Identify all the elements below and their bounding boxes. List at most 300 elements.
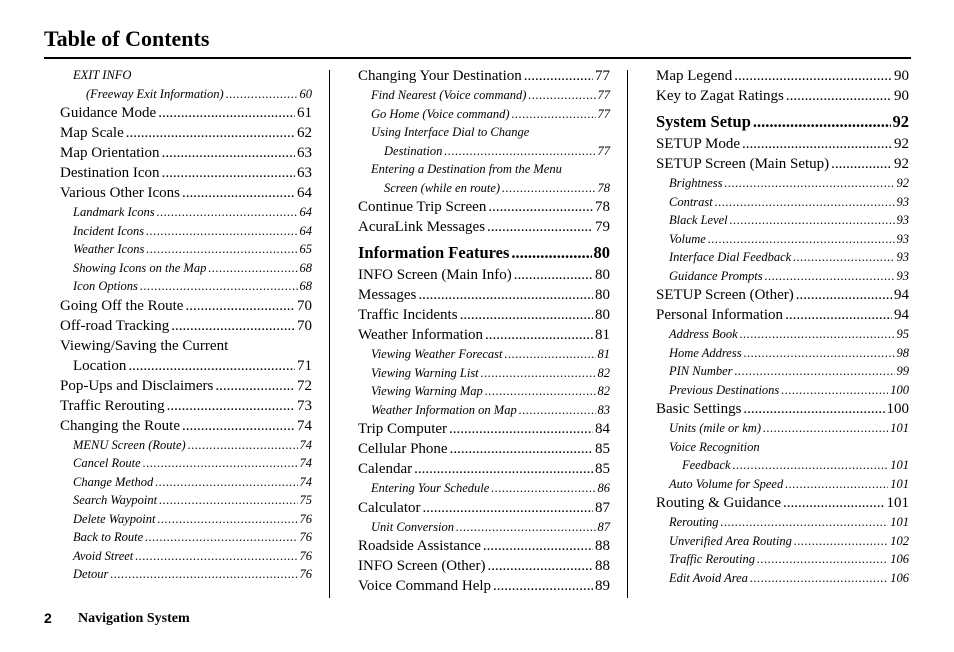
toc-page-number: 77: [595, 68, 610, 84]
toc-entry[interactable]: [358, 285, 610, 305]
dot-leader: [215, 376, 295, 396]
toc-entry-title: Brightness: [669, 176, 723, 190]
toc-page-number: 80: [595, 307, 610, 323]
toc-entry-title: Address Book: [669, 327, 738, 341]
toc-page-number: 62: [297, 125, 312, 141]
toc-entry-title: Search Waypoint: [73, 493, 158, 507]
dot-leader: [781, 381, 888, 400]
dot-leader: [155, 473, 297, 492]
toc-entry-title: Basic Settings: [656, 401, 742, 417]
toc-entry[interactable]: [358, 86, 610, 105]
dot-leader: [485, 382, 596, 401]
toc-page-number: 99: [896, 364, 909, 378]
footer-label: Navigation System: [78, 611, 190, 626]
toc-page-number: 94: [894, 307, 909, 323]
toc-entry-title: INFO Screen (Main Info): [358, 267, 512, 283]
dot-leader: [487, 217, 593, 237]
toc-entry-title: System Setup: [656, 112, 751, 131]
dot-leader: [414, 459, 593, 479]
toc-page-number: 100: [890, 382, 909, 397]
dot-leader: [110, 565, 297, 584]
toc-page-number: 82: [597, 365, 610, 380]
toc-entry-title: Edit Avoid Area: [669, 570, 748, 585]
dot-leader: [708, 230, 895, 249]
dot-leader: [743, 399, 884, 419]
toc-entry-title: Weather Information: [358, 327, 483, 343]
dot-leader: [140, 277, 298, 296]
toc-entry[interactable]: [358, 142, 610, 161]
toc-page-number: 71: [297, 357, 312, 374]
toc-entry[interactable]: [656, 419, 909, 438]
toc-entry[interactable]: [656, 399, 909, 419]
toc-entry[interactable]: [656, 267, 909, 286]
toc-entry[interactable]: [656, 66, 909, 86]
toc-entry[interactable]: [60, 356, 312, 376]
toc-entry[interactable]: [60, 183, 312, 203]
toc-entry-title: Back to Route: [73, 530, 144, 544]
toc-entry[interactable]: [656, 362, 909, 381]
toc-entry-title: Entering Your Schedule: [371, 481, 490, 495]
dot-leader: [162, 163, 295, 183]
title-rule: [44, 57, 911, 59]
toc-page-number: 100: [886, 401, 909, 417]
dot-leader: [493, 576, 593, 596]
toc-page-number: 102: [890, 533, 909, 548]
toc-page-number: 63: [297, 165, 312, 181]
toc-page-number: 101: [890, 421, 909, 435]
dot-leader: [750, 569, 888, 588]
toc-entry-title: Weather Information on Map: [371, 402, 517, 417]
toc-entry[interactable]: [60, 277, 312, 296]
toc-page-number: 93: [896, 213, 909, 227]
dot-leader: [162, 143, 295, 163]
toc-entry-label: [60, 336, 312, 356]
dot-leader: [143, 454, 298, 473]
dot-leader: [742, 134, 892, 154]
toc-page-number: 76: [299, 511, 312, 526]
toc-entry[interactable]: [358, 382, 610, 401]
toc-page-number: 84: [595, 421, 610, 437]
toc-page-number: 76: [299, 548, 312, 563]
toc-entry[interactable]: [60, 85, 312, 104]
dot-leader: [757, 550, 888, 569]
dot-leader: [765, 267, 895, 286]
toc-page-number: 89: [595, 578, 610, 594]
toc-entry[interactable]: [656, 305, 909, 325]
toc-entry[interactable]: [358, 66, 610, 86]
toc-entry[interactable]: [656, 285, 909, 305]
toc-entry-label: [358, 160, 610, 179]
toc-page-number: 76: [299, 530, 312, 544]
toc-page-number: 72: [297, 377, 312, 394]
toc-entry-title: Change Method: [73, 474, 154, 489]
toc-section-heading[interactable]: [656, 111, 909, 133]
toc-entry-title: Location: [73, 357, 127, 374]
toc-column-3: [656, 66, 909, 587]
dot-leader: [182, 183, 295, 203]
dot-leader: [793, 248, 894, 267]
toc-page-number: 93: [896, 268, 909, 283]
toc-entry[interactable]: [656, 550, 909, 569]
toc-entry[interactable]: [358, 439, 610, 459]
toc-entry-title: Destination: [384, 143, 443, 158]
toc-entry-label: [358, 123, 610, 142]
toc-entry[interactable]: [656, 532, 909, 551]
toc-page-number: 81: [595, 327, 610, 343]
toc-entry-title: MENU Screen (Route): [73, 437, 186, 452]
toc-entry-title: Using Interface Dial to Change: [371, 125, 530, 139]
toc-page-number: 87: [597, 519, 610, 534]
dot-leader: [491, 479, 595, 498]
toc-entry[interactable]: [60, 163, 312, 183]
toc-entry[interactable]: [358, 265, 610, 285]
dot-leader: [733, 456, 889, 475]
toc-page-number: 106: [890, 570, 909, 585]
toc-entry-title: Black Level: [669, 213, 728, 227]
toc-page-number: 77: [597, 143, 610, 158]
dot-leader: [504, 345, 595, 364]
dot-leader: [158, 103, 295, 123]
toc-page-number: 83: [597, 402, 610, 417]
toc-entry-title: Viewing Warning List: [371, 365, 479, 380]
toc-entry[interactable]: [656, 86, 909, 106]
toc-entry[interactable]: [60, 103, 312, 123]
toc-entry-title: Auto Volume for Speed: [669, 476, 784, 491]
toc-page-number: 90: [894, 68, 909, 84]
toc-entry[interactable]: [358, 419, 610, 439]
dot-leader: [715, 193, 895, 212]
toc-entry-title: Units (mile or km): [669, 421, 761, 435]
toc-entry-title: Key to Zagat Ratings: [656, 88, 784, 104]
toc-entry[interactable]: [60, 473, 312, 492]
toc-entry-title: Guidance Mode: [60, 105, 157, 121]
dot-leader: [171, 316, 295, 336]
column-divider: [329, 70, 330, 598]
toc-entry[interactable]: [656, 513, 909, 532]
toc-entry-title: Changing Your Destination: [358, 68, 522, 84]
toc-entry-title: Traffic Rerouting: [669, 552, 755, 566]
toc-entry[interactable]: [60, 376, 312, 396]
toc-entry[interactable]: [656, 493, 909, 513]
dot-leader: [794, 532, 888, 551]
toc-entry-title: SETUP Screen (Other): [656, 287, 794, 303]
toc-entry[interactable]: [656, 475, 909, 494]
toc-entry-title: Viewing Warning Map: [371, 384, 483, 398]
toc-page-number: 88: [595, 558, 610, 574]
toc-entry[interactable]: [60, 416, 312, 436]
toc-entry[interactable]: [60, 259, 312, 278]
toc-entry[interactable]: [60, 296, 312, 316]
toc-entry-title: Calendar: [358, 461, 413, 477]
toc-entry[interactable]: [60, 203, 312, 222]
dot-leader: [785, 305, 892, 325]
toc-page-number: 101: [890, 476, 909, 491]
toc-entry-title: Cellular Phone: [358, 441, 448, 457]
toc-entry-title: Going Off the Route: [60, 297, 184, 314]
toc-entry[interactable]: [656, 456, 909, 475]
toc-entry-title: Landmark Icons: [73, 205, 155, 219]
toc-page-number: 60: [299, 86, 312, 101]
toc-entry-title: Viewing Weather Forecast: [371, 347, 503, 361]
toc-entry-title: SETUP Mode: [656, 136, 741, 152]
toc-entry-title: Unverified Area Routing: [669, 533, 792, 548]
toc-page-number: 70: [297, 297, 312, 314]
toc-page-number: 87: [595, 499, 610, 516]
dot-leader: [744, 344, 895, 363]
dot-leader: [135, 547, 297, 566]
toc-entry[interactable]: [60, 528, 312, 547]
toc-entry-title: Map Legend: [656, 68, 733, 84]
toc-entry-title: INFO Screen (Other): [358, 558, 486, 574]
toc-entry[interactable]: [358, 576, 610, 596]
toc-entry[interactable]: [60, 565, 312, 584]
dot-leader: [735, 362, 895, 381]
toc-page-number: 92: [894, 136, 909, 152]
toc-entry-title: Unit Conversion: [371, 519, 454, 534]
toc-entry-title: Trip Computer: [358, 421, 448, 437]
toc-entry[interactable]: [358, 345, 610, 364]
toc-entry-title: Interface Dial Feedback: [669, 250, 792, 264]
toc-entry[interactable]: [656, 154, 909, 174]
toc-entry[interactable]: [656, 381, 909, 400]
dot-leader: [734, 66, 892, 86]
toc-entry-title: Viewing/Saving the Current: [60, 337, 229, 354]
toc-entry-title: Messages: [358, 287, 417, 303]
dot-leader: [763, 419, 888, 438]
column-divider: [627, 70, 628, 598]
toc-entry[interactable]: [358, 459, 610, 479]
toc-page-number: 81: [597, 347, 610, 361]
toc-entry-title: SETUP Screen (Main Setup): [656, 156, 830, 172]
dot-leader: [146, 240, 297, 259]
toc-page-number: 74: [299, 474, 312, 489]
toc-page-number: 76: [299, 567, 312, 581]
toc-entry-title: Entering a Destination from the Menu: [371, 162, 562, 176]
toc-entry-title: Go Home (Voice command): [371, 106, 510, 121]
toc-entry[interactable]: [656, 211, 909, 230]
dot-leader: [796, 285, 892, 305]
toc-entry[interactable]: [60, 491, 312, 510]
dot-leader: [514, 265, 593, 285]
toc-entry-title: Routing & Guidance: [656, 495, 781, 511]
toc-entry[interactable]: [358, 364, 610, 383]
toc-page-number: 61: [297, 105, 312, 121]
toc-entry[interactable]: [358, 197, 610, 217]
toc-page-number: 82: [597, 384, 610, 398]
toc-page-number: 73: [297, 397, 312, 414]
dot-leader: [730, 211, 895, 230]
toc-entry-title: Screen (while en route): [384, 180, 501, 195]
dot-leader: [208, 259, 297, 278]
toc-page-number: 93: [896, 231, 909, 246]
toc-page-number: 80: [595, 287, 610, 303]
toc-entry-title: Showing Icons on the Map: [73, 260, 207, 275]
dot-leader: [167, 396, 295, 416]
dot-leader: [128, 356, 295, 376]
toc-entry[interactable]: [60, 396, 312, 416]
toc-entry[interactable]: [60, 510, 312, 529]
toc-entry[interactable]: [358, 325, 610, 345]
dot-leader: [185, 296, 295, 316]
dot-leader: [126, 123, 295, 143]
dot-leader: [418, 285, 593, 305]
dot-leader: [449, 419, 593, 439]
toc-entry[interactable]: [60, 454, 312, 473]
toc-entry[interactable]: [60, 123, 312, 143]
toc-entry[interactable]: [60, 222, 312, 241]
toc-entry-title: Off-road Tracking: [60, 317, 170, 334]
toc-entry-title: Map Scale: [60, 125, 124, 141]
toc-entry-title: Contrast: [669, 194, 713, 209]
toc-entry-title: Guidance Prompts: [669, 268, 763, 283]
toc-entry[interactable]: [358, 479, 610, 498]
toc-entry[interactable]: [358, 179, 610, 198]
dot-leader: [511, 242, 591, 264]
toc-entry[interactable]: [60, 547, 312, 566]
toc-column-2: [358, 66, 610, 596]
toc-entry[interactable]: [358, 556, 610, 576]
toc-entry-title: Find Nearest (Voice command): [371, 88, 527, 102]
toc-page-number: 92: [894, 156, 909, 172]
dot-leader: [519, 401, 596, 420]
dot-leader: [226, 85, 298, 104]
toc-entry-title: Voice Recognition: [669, 439, 760, 454]
dot-leader: [159, 491, 297, 510]
dot-leader: [422, 498, 593, 518]
dot-leader: [483, 536, 593, 556]
toc-entry-title: Previous Destinations: [669, 382, 780, 397]
toc-entry-title: Calculator: [358, 499, 421, 516]
dot-leader: [485, 325, 593, 345]
toc-page-number: 74: [297, 417, 312, 434]
toc-page-number: 98: [896, 345, 909, 360]
toc-page-number: 94: [894, 287, 909, 303]
page-title: Table of Contents: [44, 26, 210, 51]
toc-entry-title: Map Orientation: [60, 145, 160, 161]
toc-page-number: 77: [597, 88, 610, 102]
toc-entry-title: Pop-Ups and Disclaimers: [60, 377, 214, 394]
toc-page-number: 88: [595, 538, 610, 554]
toc-entry-title: Icon Options: [73, 279, 138, 293]
toc-page-number: 93: [896, 250, 909, 264]
toc-entry-title: Detour: [73, 567, 109, 581]
toc-entry-title: Destination Icon: [60, 165, 160, 181]
toc-entry-title: Incident Icons: [73, 223, 145, 238]
toc-page-number: 64: [299, 205, 312, 219]
toc-entry-title: Voice Command Help: [358, 578, 492, 594]
toc-entry[interactable]: [656, 134, 909, 154]
toc-entry-label: [656, 438, 909, 457]
toc-entry[interactable]: [358, 498, 610, 518]
dot-leader: [146, 222, 297, 241]
toc-entry[interactable]: [358, 105, 610, 124]
toc-entry[interactable]: [656, 230, 909, 249]
dot-leader: [450, 439, 593, 459]
toc-entry-title: Home Address: [669, 345, 742, 360]
dot-leader: [785, 475, 888, 494]
toc-entry[interactable]: [656, 325, 909, 344]
toc-entry-title: EXIT INFO: [73, 68, 132, 82]
toc-page-number: 78: [597, 180, 610, 195]
toc-page-number: 80: [595, 267, 610, 283]
toc-page-number: 106: [890, 552, 909, 566]
toc-page-number: 68: [299, 279, 312, 293]
toc-page-number: 79: [595, 219, 610, 235]
toc-page-number: 74: [299, 456, 312, 470]
toc-entry[interactable]: [60, 143, 312, 163]
dot-leader: [724, 174, 894, 193]
toc-page-number: 86: [597, 481, 610, 495]
dot-leader: [182, 416, 295, 436]
toc-page-number: 90: [894, 88, 909, 104]
dot-leader: [487, 556, 593, 576]
toc-entry[interactable]: [358, 536, 610, 556]
toc-entry[interactable]: [358, 401, 610, 420]
toc-page-number: 101: [890, 515, 909, 529]
toc-page-number: 74: [299, 437, 312, 452]
toc-entry-title: Weather Icons: [73, 242, 145, 256]
toc-entry[interactable]: [656, 569, 909, 588]
toc-page-number: 85: [595, 461, 610, 477]
toc-section-heading[interactable]: [358, 242, 610, 264]
toc-page-number: 68: [299, 260, 312, 275]
toc-page-number: 78: [595, 199, 610, 215]
toc-entry-title: (Freeway Exit Information): [86, 86, 224, 101]
dot-leader: [831, 154, 892, 174]
toc-page-number: 92: [892, 112, 909, 131]
toc-entry[interactable]: [60, 436, 312, 455]
dot-leader: [188, 436, 298, 455]
toc-page-number: 63: [297, 145, 312, 161]
toc-entry[interactable]: [656, 193, 909, 212]
dot-leader: [488, 197, 593, 217]
toc-entry[interactable]: [656, 248, 909, 267]
toc-page-number: 64: [297, 185, 312, 201]
toc-entry[interactable]: [60, 240, 312, 259]
dot-leader: [502, 179, 595, 198]
toc-entry[interactable]: [60, 316, 312, 336]
toc-entry[interactable]: [358, 518, 610, 537]
dot-leader: [786, 86, 892, 106]
toc-entry[interactable]: [656, 174, 909, 193]
toc-entry-title: Cancel Route: [73, 456, 141, 470]
toc-entry-title: Various Other Icons: [60, 185, 180, 201]
toc-entry-title: Personal Information: [656, 307, 784, 323]
toc-entry-title: Changing the Route: [60, 417, 180, 434]
toc-entry-label: [60, 66, 312, 85]
toc-entry-title: Volume: [669, 231, 706, 246]
toc-page-number: 95: [896, 327, 909, 341]
toc-entry[interactable]: [358, 305, 610, 325]
toc-entry[interactable]: [358, 217, 610, 237]
dot-leader: [721, 513, 889, 532]
toc-page-number: 101: [890, 458, 909, 472]
toc-entry-title: Rerouting: [669, 515, 719, 529]
toc-entry-title: AcuraLink Messages: [358, 219, 486, 235]
toc-page-number: 85: [595, 441, 610, 457]
toc-entry-title: Traffic Rerouting: [60, 397, 165, 414]
page-number: 2: [44, 610, 52, 626]
dot-leader: [753, 111, 891, 133]
toc-entry[interactable]: [656, 344, 909, 363]
toc-page-number: 64: [299, 223, 312, 238]
dot-leader: [145, 528, 297, 547]
toc-entry-title: Roadside Assistance: [358, 538, 481, 554]
toc-page-number: 75: [299, 493, 312, 507]
dot-leader: [512, 105, 596, 124]
dot-leader: [740, 325, 895, 344]
dot-leader: [528, 86, 595, 105]
